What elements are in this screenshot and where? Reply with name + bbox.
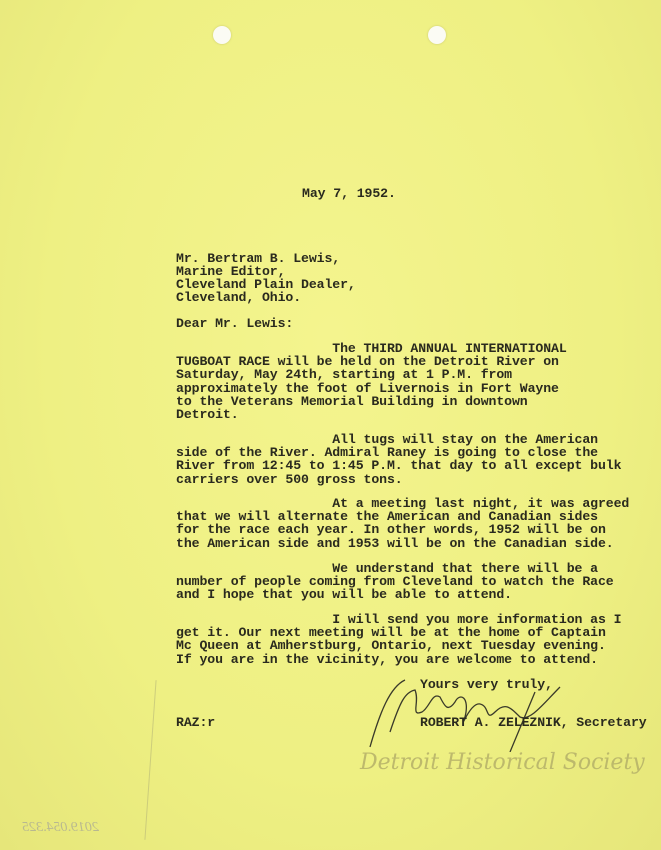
body-line: We understand that there will be a — [176, 561, 598, 576]
recipient-line: Cleveland Plain Dealer, — [176, 277, 356, 292]
salutation: Dear Mr. Lewis: — [176, 316, 294, 331]
body-line: for the race each year. In other words, 1952 will be on — [176, 522, 606, 538]
body-line: number of people coming from Cleveland to watch the Race — [176, 574, 614, 590]
closing: Yours very truly, — [420, 677, 553, 692]
body-line: Detroit. — [176, 407, 239, 422]
accession-number-bleedthrough: 2019.054.325 — [22, 820, 99, 835]
handwritten-signature — [360, 672, 580, 752]
recipient-line: Cleveland, Ohio. — [176, 290, 302, 305]
paper-crease — [144, 680, 156, 840]
body-line: At a meeting last night, it was agreed — [176, 496, 630, 511]
body-line: approximately the foot of Livernois in Fort Wayne — [176, 380, 559, 396]
body-line: carriers over 500 gross tons. — [176, 471, 403, 487]
body-line: and I hope that you will be able to attend. — [176, 587, 512, 603]
body-line: I will send you more information as I — [176, 612, 622, 627]
punch-hole-right — [428, 26, 446, 44]
body-line: Mc Queen at Amherstburg, Ontario, next Tuesday evening. — [176, 638, 606, 654]
signatory: ROBERT A. ZELEZNIK, Secretary — [420, 715, 647, 730]
body-line: The THIRD ANNUAL INTERNATIONAL — [176, 341, 567, 356]
watermark: Detroit Historical Society — [360, 750, 645, 775]
punch-hole-left — [213, 26, 231, 44]
body-line: side of the River. Admiral Raney is going to close the — [176, 445, 598, 461]
body-line: the American side and 1953 will be on the Canadian side. — [176, 535, 614, 551]
body-line: If you are in the vicinity, you are welcome to attend. — [176, 651, 598, 667]
body-line: River from 12:45 to 1:45 P.M. that day to all except bulk — [176, 458, 622, 474]
recipient-line: Marine Editor, — [176, 264, 286, 279]
letter-date: May 7, 1952. — [302, 186, 396, 201]
typist-initials: RAZ:r — [176, 715, 216, 730]
body-line: get it. Our next meeting will be at the home of Captain — [176, 625, 606, 641]
body-line: to the Veterans Memorial Building in downtown — [176, 393, 528, 409]
body-line: All tugs will stay on the American — [176, 432, 598, 447]
body-line: that we will alternate the American and Canadian sides — [176, 509, 598, 525]
body-line: TUGBOAT RACE will be held on the Detroit River on — [176, 354, 559, 370]
recipient-line: Mr. Bertram B. Lewis, — [176, 251, 341, 266]
body-line: Saturday, May 24th, starting at 1 P.M. from — [176, 367, 512, 383]
